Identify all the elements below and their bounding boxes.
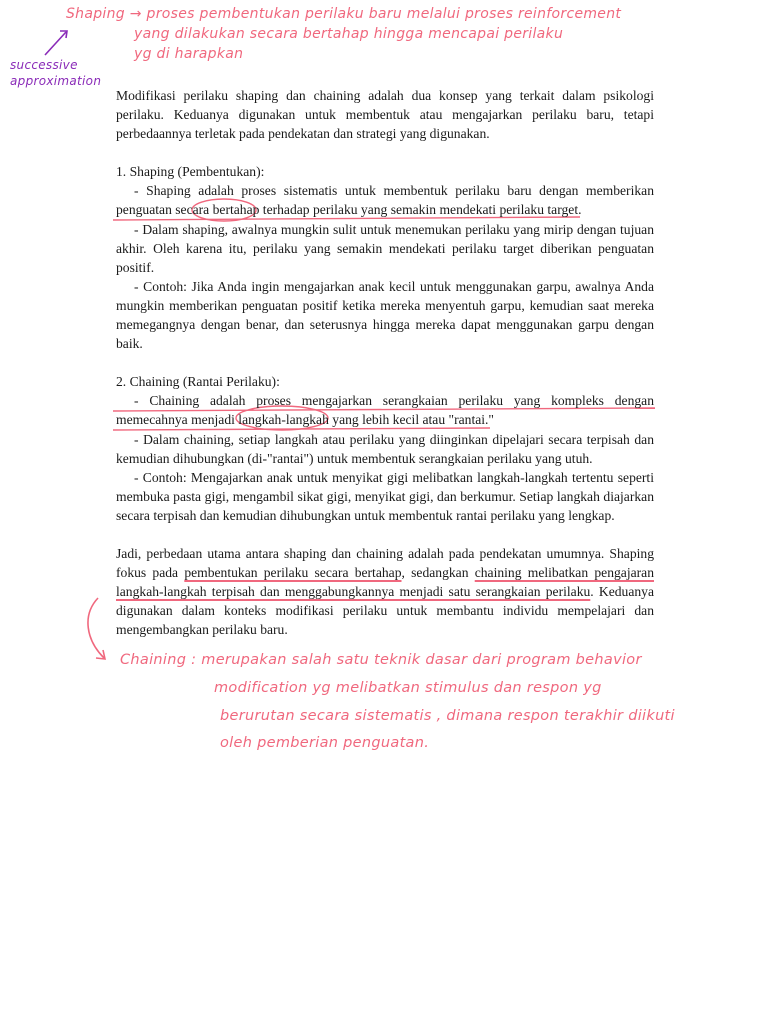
shaping-example: - Contoh: Jika Anda ingin mengajarkan anak kecil untuk menggunakan garpu, awalnya Anda mungkin memberikan penguatan positif ketika mereka menyentuh garpu, kemudian saat mereka memegangnya dengan benar, dan seterusnya hingga mereka dapat menggunakan garpu dengan baik. bbox=[116, 278, 654, 352]
chaining-heading: 2. Chaining (Rantai Perilaku): bbox=[116, 374, 280, 390]
conclusion-paragraph bbox=[116, 544, 654, 639]
footer-note-line: oleh pemberian penguatan. bbox=[220, 735, 430, 751]
colon: : bbox=[191, 652, 197, 668]
purple-arrow-icon bbox=[45, 32, 66, 55]
chaining-term: Chaining bbox=[120, 652, 187, 668]
shaping-explanation: - Dalam shaping, awalnya mungkin sulit untuk menemukan perilaku yang mirip dengan tujuan akhir. Oleh karena itu, perilaku yang semakin mendekati perilaku target diberikan penguatan positif. bbox=[116, 221, 654, 275]
conclusion-text: , sedangkan bbox=[401, 565, 475, 581]
chaining-example: - Contoh: Mengajarkan anak untuk menyikat gigi melibatkan langkah-langkah tertentu seperti membuka pasta gigi, mengambil sikat gigi, menyikat gigi, dan berkumur. Setiap langkah diajarkan secara terpisah dan kemudian dihubungkan untuk membentuk rantai perilaku yang lengkap. bbox=[116, 469, 654, 523]
conclusion-highlight: pembentukan perilaku secara bertahap bbox=[184, 565, 402, 581]
shaping-definition bbox=[116, 181, 654, 219]
chaining-explanation: - Dalam chaining, setiap langkah atau perilaku yang diinginkan dipelajari secara terpisah dan kemudian dihubungkan (di-"rantai") untuk membentuk serangkaian perilaku yang utuh. bbox=[116, 431, 654, 466]
conclusion-text: . Keduanya digunakan dalam konteks modifikasi perilaku untuk membantu individu mempelajari dan mengembangkan perilaku baru. bbox=[116, 584, 655, 638]
footer-note-line: berurutan secara sistematis , dimana respon terakhir diikuti bbox=[220, 708, 675, 724]
header-note-line: yg di harapkan bbox=[134, 46, 244, 62]
arrow-icon: → bbox=[129, 6, 142, 22]
intro-paragraph: Modifikasi perilaku shaping dan chaining adalah dua konsep yang terkait dalam psikologi perilaku. Keduanya digunakan untuk membentuk atau mengajarkan perilaku baru, tetapi perbedaannya terletak pada pendekatan dan strategi yang digunakan. bbox=[116, 88, 654, 142]
curved-arrow-icon bbox=[88, 598, 104, 658]
header-note-line: proses pembentukan perilaku baru melalui proses reinforcement bbox=[146, 6, 622, 22]
chaining-definition-highlight: memecahnya menjadi langkah-langkah yang lebih kecil atau "rantai." bbox=[116, 412, 494, 428]
footer-note bbox=[120, 652, 642, 668]
header-note-line: yang dilakukan secara bertahap hingga mencapai perilaku bbox=[134, 26, 564, 42]
footer-note-line: merupakan salah satu teknik dasar dari program behavior bbox=[201, 652, 642, 668]
side-note-line: approximation bbox=[10, 74, 102, 88]
shaping-term: Shaping bbox=[66, 6, 125, 22]
conclusion-text: Jadi, perbedaan utama antara shaping dan chaining adalah pada pendekatan umumnya. Shaping fokus pada bbox=[116, 545, 654, 581]
conclusion-highlight: chaining melibatkan pengajaran langkah-langkah terpisah dan menggabungkannya menjadi satu serangkaian perilaku bbox=[116, 565, 654, 600]
chaining-definition-text: - Chaining adalah proses mengajarkan serangkaian perilaku yang kompleks dengan bbox=[134, 393, 654, 409]
shaping-definition-highlight: penguatan secara bertahap terhadap perilaku yang semakin mendekati perilaku target. bbox=[116, 202, 582, 218]
shaping-heading: 1. Shaping (Pembentukan): bbox=[116, 164, 265, 180]
footer-note-line: modification yg melibatkan stimulus dan respon yg bbox=[214, 680, 602, 696]
side-note-line: successive bbox=[10, 58, 78, 72]
shaping-definition-text: - Shaping adalah proses sistematis untuk membentuk perilaku baru dengan memberikan bbox=[134, 183, 654, 199]
chaining-definition bbox=[116, 391, 654, 429]
header-note bbox=[66, 6, 621, 22]
document-body bbox=[116, 86, 654, 639]
